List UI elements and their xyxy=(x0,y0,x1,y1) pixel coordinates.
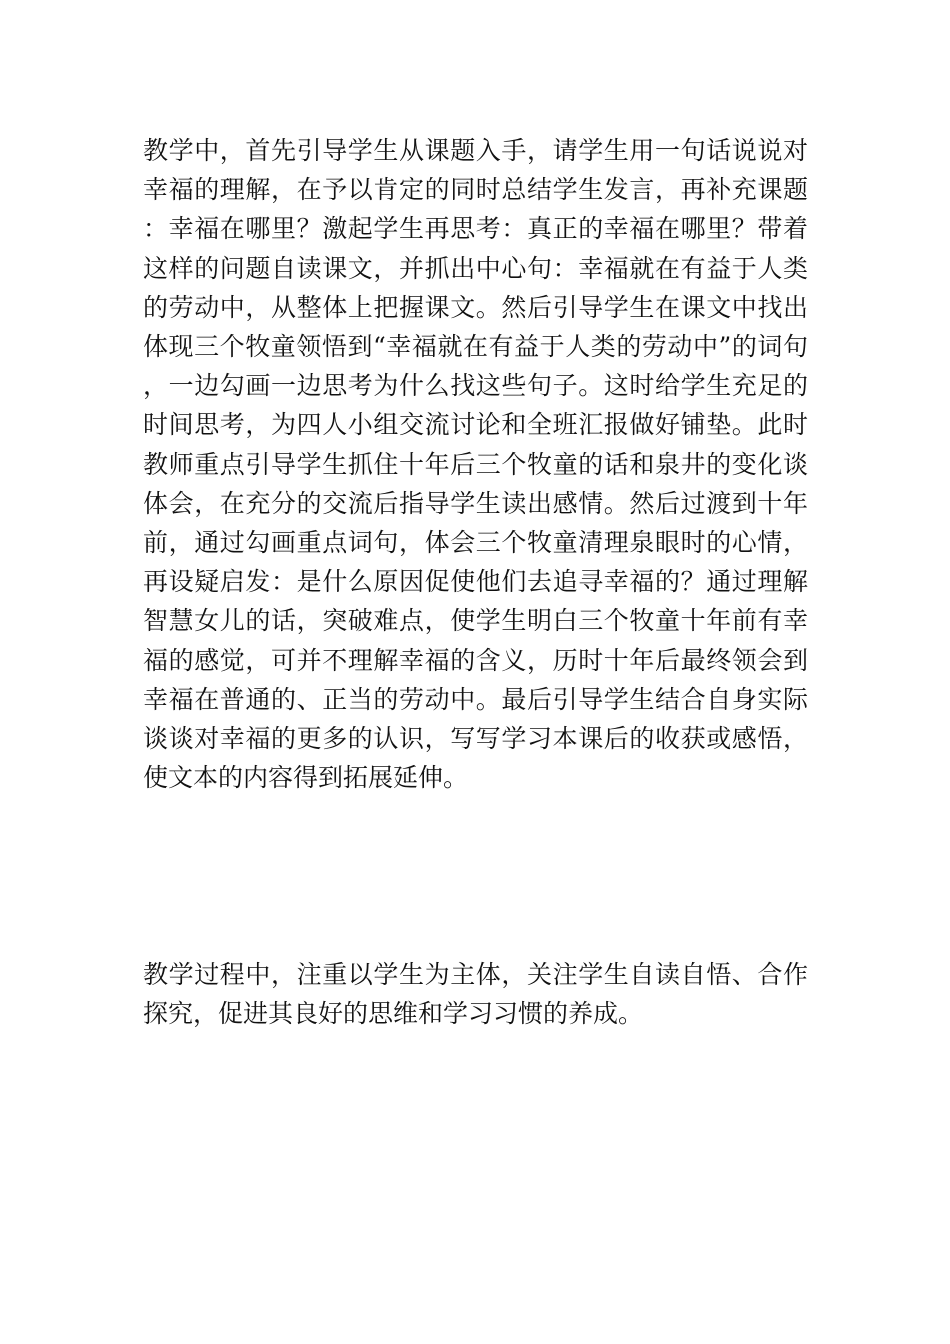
body-paragraph: 教学中，首先引导学生从课题入手，请学生用一句话说说对幸福的理解，在予以肯定的同时总结学生发言，再补充课题：幸福在哪里？激起学生再思考：真正的幸福在哪里？带着这样的问题自读课文，并抓出中心句：幸福就在有益于人类的劳动中，从整体上把握课文。然后引导学生在课文中找出体现三个牧童领悟到“幸福就在有益于人类的劳动中”的词句，一边勾画一边思考为什么找这些句子。这时给学生充足的时间思考，为四人小组交流讨论和全班汇报做好铺垫。此时教师重点引导学生抓住十年后三个牧童的话和泉井的变化谈体会，在充分的交流后指导学生读出感情。然后过渡到十年前，通过勾画重点词句，体会三个牧童清理泉眼时的心情，再设疑启发：是什么原因促使他们去追寻幸福的？通过理解智慧女儿的话，突破难点，使学生明白三个牧童十年前有幸福的感觉，可并不理解幸福的含义，历时十年后最终领会到幸福在普通的、正当的劳动中。最后引导学生结合自身实际谈谈对幸福的更多的认识，写写学习本课后的收获或感悟，使文本的内容得到拓展延伸。 xyxy=(143,136,808,793)
body-paragraph: 教学过程中，注重以学生为主体，关注学生自读自悟、合作探究，促进其良好的思维和学习习惯的养成。 xyxy=(143,960,808,1029)
